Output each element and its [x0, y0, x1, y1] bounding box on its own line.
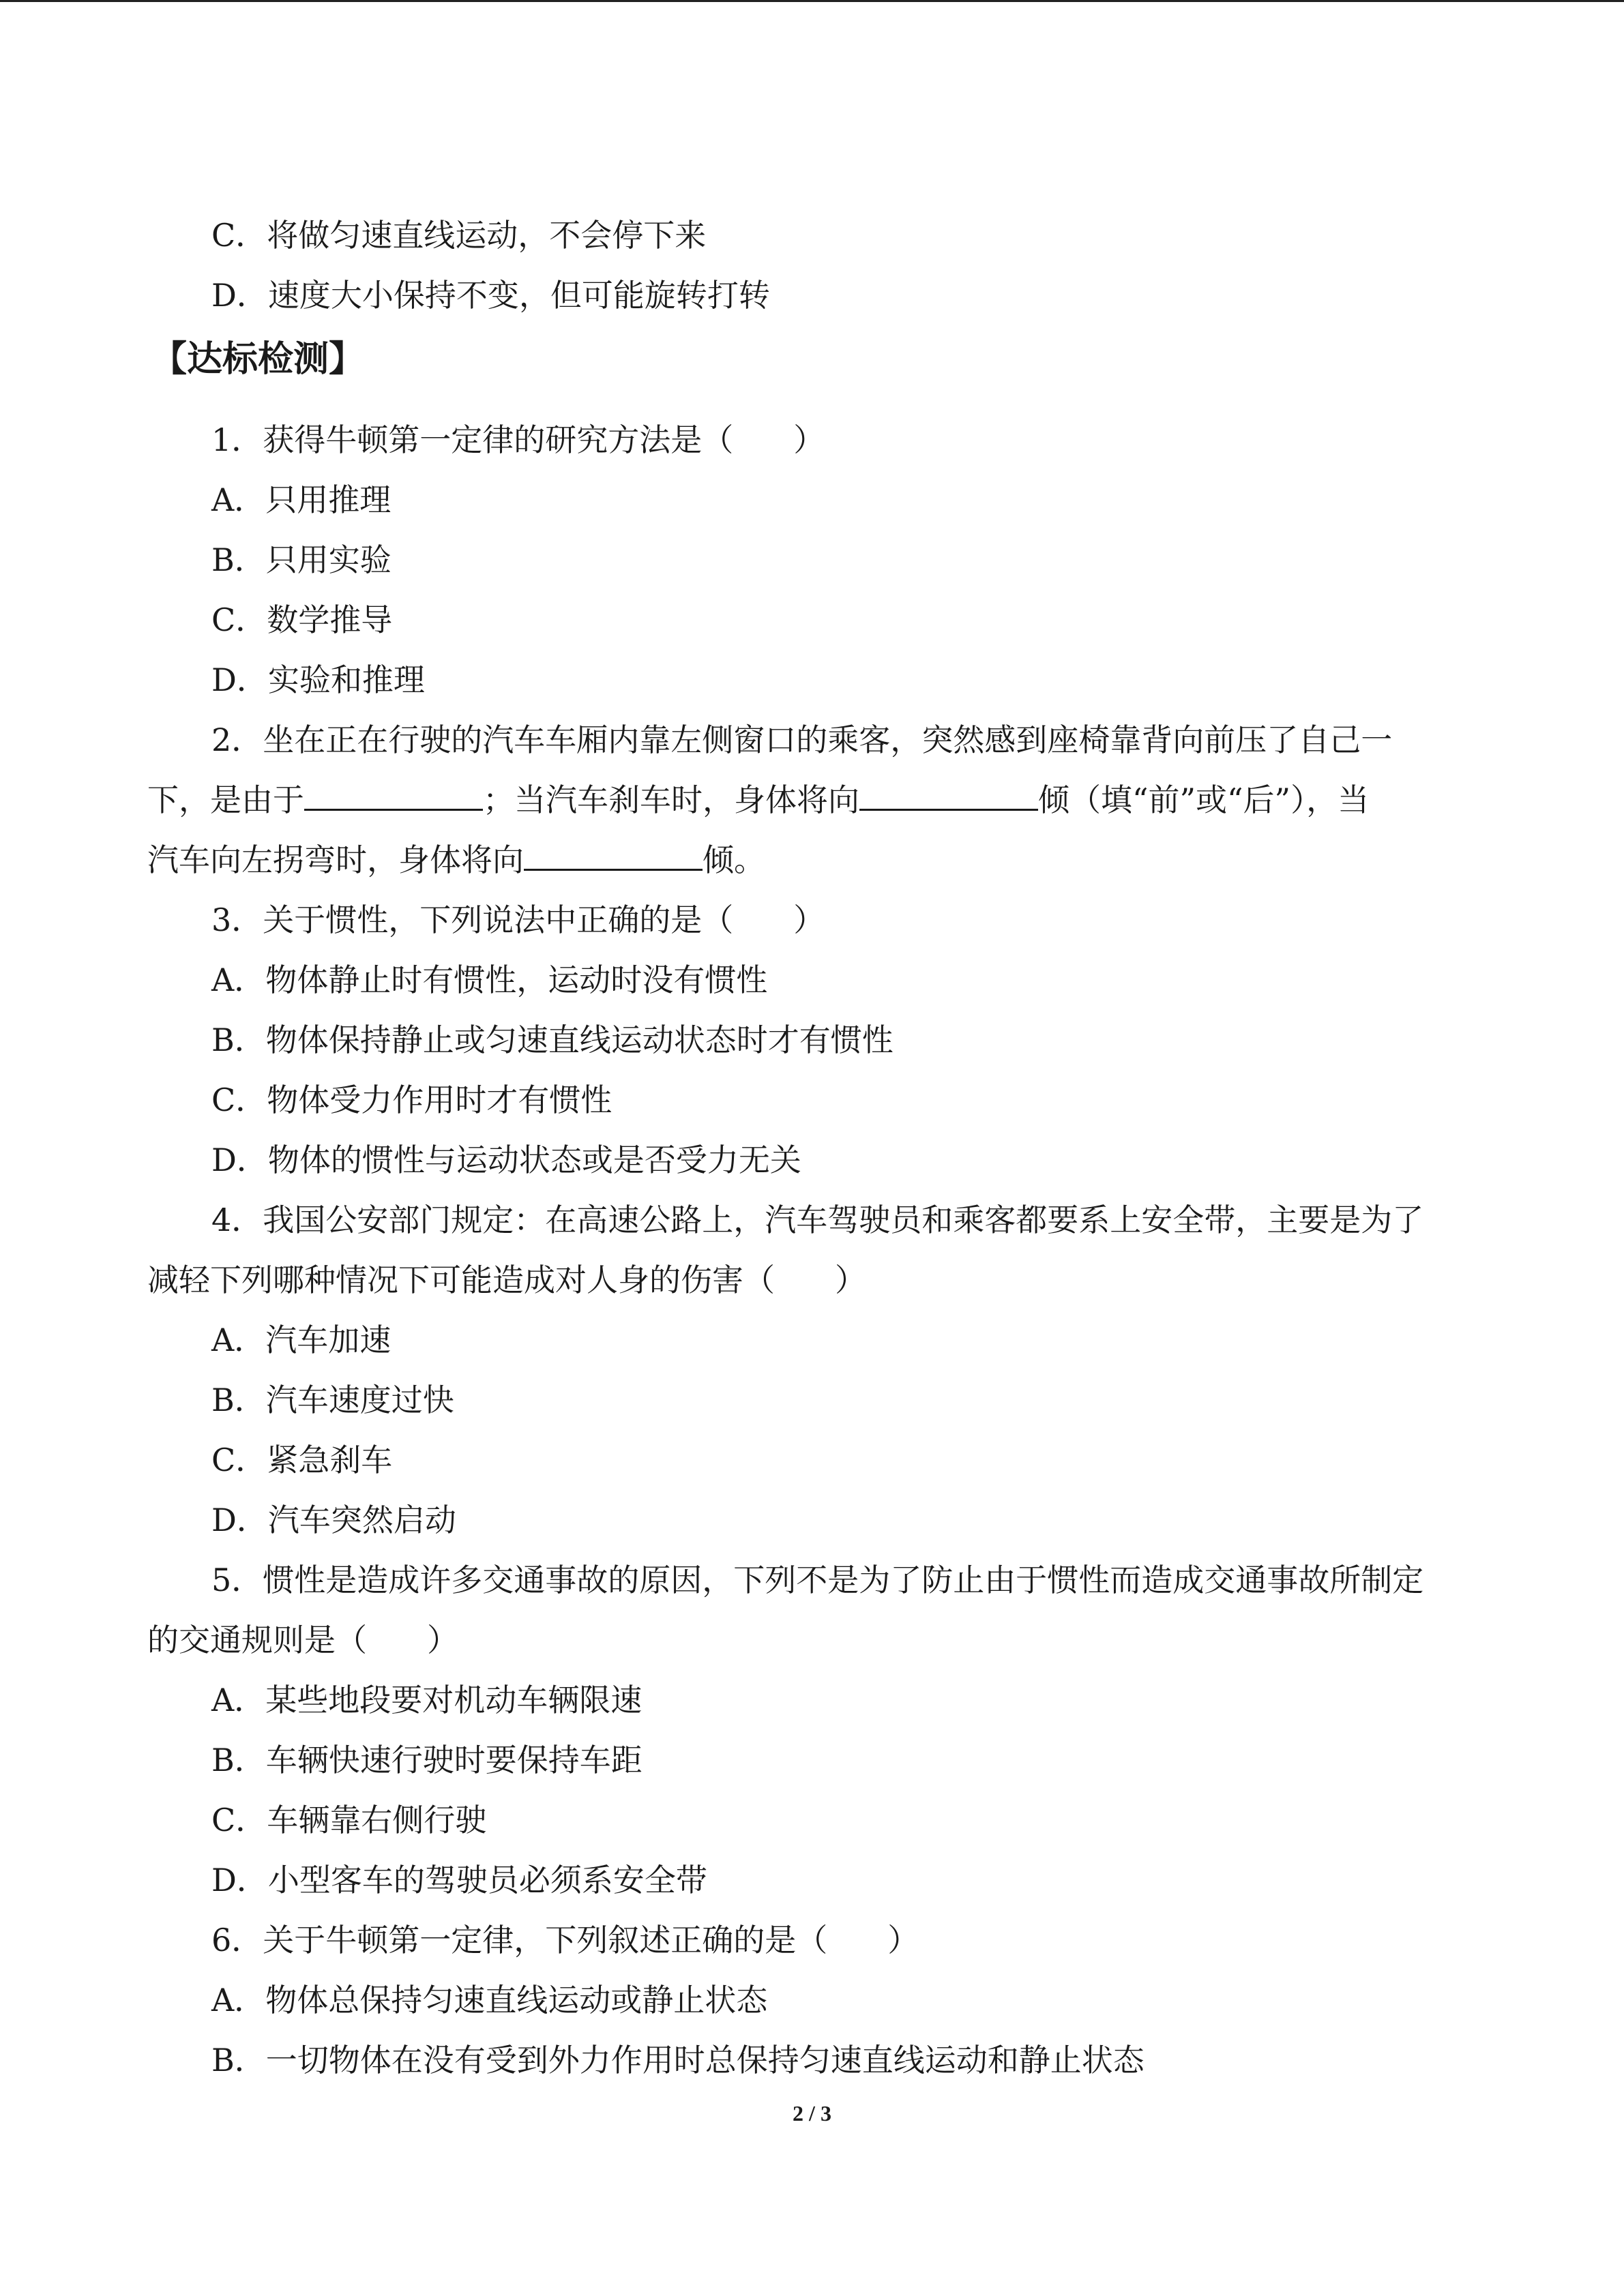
- fill-blank-3[interactable]: [524, 841, 703, 871]
- q3-option-d: D．物体的惯性与运动状态或是否受力无关: [211, 1142, 801, 1178]
- q4-option-b: B．汽车速度过快: [211, 1382, 454, 1418]
- question-5-stem: 的交通规则是（: [147, 1622, 367, 1658]
- q3-option-b: B．物体保持静止或匀速直线运动状态时才有惯性: [211, 1022, 894, 1058]
- q2-text-a: 下，是由于: [147, 781, 304, 818]
- q5-option-b: B．车辆快速行驶时要保持车距: [211, 1742, 643, 1778]
- question-2-line-3: [0, 839, 1624, 880]
- q5-option-d: D．小型客车的驾驶员必须系安全带: [211, 1862, 707, 1898]
- fill-blank-1[interactable]: [304, 781, 483, 811]
- q6-option-b: B．一切物体在没有受到外力作用时总保持匀速直线运动和静止状态: [211, 2042, 1145, 2078]
- question-1-stem: 1．获得牛顿第一定律的研究方法是（: [211, 421, 734, 458]
- paren-close: ）: [427, 1622, 458, 1658]
- paren-close: ）: [835, 1262, 866, 1298]
- q5-option-c: C．车辆靠右侧行驶: [211, 1802, 487, 1838]
- q4-option-d: D．汽车突然启动: [211, 1502, 456, 1538]
- question-3-stem: 3．关于惯性，下列说法中正确的是（: [211, 901, 734, 938]
- question-4-line-1: 4．我国公安部门规定：在高速公路上，汽车驾驶员和乘客都要系上安全带，主要是为了: [211, 1202, 1424, 1238]
- question-1: [0, 419, 1624, 460]
- q1-option-b: B．只用实验: [211, 541, 392, 578]
- question-4-stem: 减轻下列哪种情况下可能造成对人身的伤害（: [147, 1262, 775, 1298]
- q3-option-a: A．物体静止时有惯性，运动时没有惯性: [211, 961, 768, 998]
- question-5-line-2: [0, 1620, 1624, 1660]
- q2-text-c: 倾（填“前”或“后”），当: [1038, 781, 1370, 818]
- paren-close: ）: [793, 901, 825, 938]
- q5-option-a: A．某些地段要对机动车辆限速: [211, 1682, 643, 1718]
- q2-text-e: 倾。: [703, 841, 765, 878]
- q1-option-a: A．只用推理: [211, 481, 392, 518]
- q1-option-d: D．实验和推理: [211, 661, 425, 698]
- paren-close: ）: [887, 1922, 919, 1958]
- question-6: [0, 1920, 1624, 1960]
- question-4-line-2: [0, 1259, 1624, 1300]
- question-6-stem: 6．关于牛顿第一定律，下列叙述正确的是（: [211, 1922, 828, 1958]
- question-2-line-2: [0, 779, 1624, 820]
- question-5-line-1: 5．惯性是造成许多交通事故的原因，下列不是为了防止由于惯性而造成交通事故所制定: [211, 1562, 1424, 1598]
- page-number: 2 / 3: [793, 2101, 831, 2126]
- option-c-prev: C．将做匀速直线运动，不会停下来: [211, 217, 707, 254]
- paren-close: ）: [793, 421, 825, 458]
- q4-option-a: A．汽车加速: [211, 1322, 392, 1358]
- q2-text-d: 汽车向左拐弯时，身体将向: [147, 841, 524, 878]
- question-2-line-1: 2．坐在正在行驶的汽车车厢内靠左侧窗口的乘客，突然感到座椅靠背向前压了自己一: [211, 721, 1393, 758]
- q6-option-a: A．物体总保持匀速直线运动或静止状态: [211, 1982, 768, 2018]
- q4-option-c: C．紧急刹车: [211, 1442, 393, 1478]
- option-d-prev: D．速度大小保持不变，但可能旋转打转: [211, 277, 770, 314]
- question-3: [0, 899, 1624, 940]
- q1-option-c: C．数学推导: [211, 601, 393, 638]
- q2-text-b: ；当汽车刹车时，身体将向: [483, 781, 859, 818]
- q3-option-c: C．物体受力作用时才有惯性: [211, 1082, 612, 1118]
- fill-blank-2[interactable]: [859, 781, 1038, 811]
- section-title: 【达标检测】: [151, 339, 365, 380]
